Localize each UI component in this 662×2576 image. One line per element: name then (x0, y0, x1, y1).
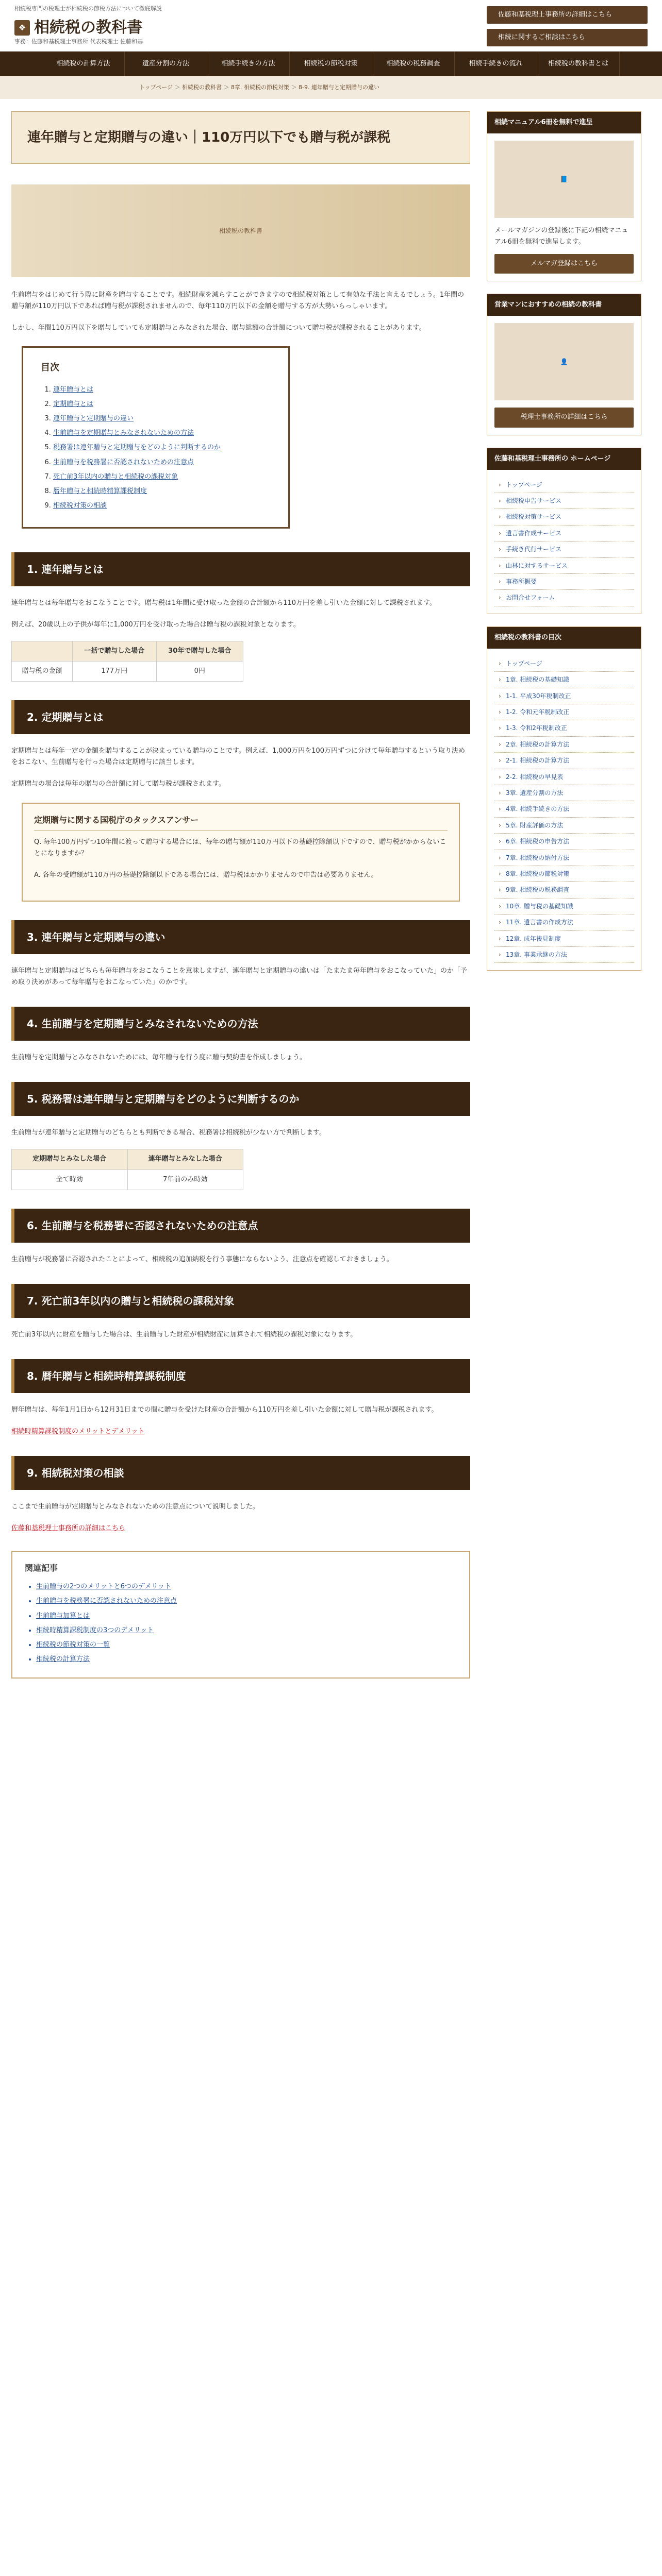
section-paragraph: 定期贈与の場合は毎年の贈与の合計額に対して贈与税が課税されます。 (11, 780, 225, 788)
note-answer: A. 各年の受贈額が110万円の基礎控除額以下である場合には、贈与税はかかりませんので申告は必要ありません。 (34, 871, 378, 879)
toc-title: 目次 (41, 362, 59, 374)
table-cell: 7年前のみ時効 (127, 1170, 243, 1190)
crumb-home[interactable]: トップページ (139, 84, 173, 91)
nav-tax-audit[interactable]: 相続税の税務調査 (372, 52, 455, 76)
table-cell: 贈与税の金額 (12, 662, 73, 682)
section-paragraph: 連年贈与とは毎年贈与をおこなうことです。贈与税は1年間に受け取った金額の合計額から110万円を差し引いた金額に対して課税されます。 (11, 599, 437, 607)
section-heading: 1. 連年贈与とは (11, 552, 470, 586)
side-home-link[interactable]: › 事務所概要 (494, 574, 634, 590)
page-title: 連年贈与と定期贈与の違い｜110万円以下でも贈与税が課税 (11, 111, 470, 164)
side-home-link[interactable]: › 手続き代行サービス (494, 541, 634, 557)
related-link[interactable]: • 生前贈与を税務署に否認されないための注意点 (36, 1596, 457, 1607)
section-paragraph: 定期贈与とは毎年一定の金額を贈与することが決まっている贈与のことです。例えば、1,000万円を100万円ずつに分けて毎年贈与するという取り決めをおこない、生前贈与を行った場合は定期贈与に該当します。 (11, 747, 465, 767)
main-content (11, 111, 470, 1699)
global-nav (0, 52, 662, 76)
side-toc-link[interactable]: › 10章. 贈与税の基礎知識 (494, 899, 634, 914)
section-paragraph: 暦年贈与は、毎年1月1日から12月31日までの間に贈与を受けた財産の合計額から110万円を差し引いた金額に対して贈与税が課税されます。 (11, 1405, 438, 1414)
intro-paragraph: 生前贈与をはじめて行う際に財産を贈与することです。相続財産を減らすことができますので相続税対策として有効な手法と言えるでしょう。1年間の贈与額が110万円以下であれば贈与税が課税されませんので、毎年110万円以下の金額を贈与する方が大勢いらっしゃいます。 (11, 291, 465, 311)
toc-item[interactable]: 連年贈与と定期贈与の違い (53, 415, 134, 423)
related-link[interactable]: • 生前贈与加算とは (36, 1611, 457, 1622)
table-header: 30年で贈与した場合 (156, 641, 243, 662)
side-home-link[interactable]: › トップページ (494, 477, 634, 493)
side-home-link[interactable]: › 相続税対策サービス (494, 509, 634, 525)
section-heading: 8. 暦年贈与と相続時精算課税制度 (11, 1359, 470, 1393)
side-toc-link[interactable]: › 1-2. 令和元年税制改正 (494, 704, 634, 720)
office-detail-side-button[interactable]: 税理士事務所の詳細はこちら (494, 408, 634, 427)
side-home-link[interactable]: › 山林に対するサービス (494, 558, 634, 574)
table-header: 連年贈与とみなした場合 (127, 1149, 243, 1170)
homepage-title: 佐藤和基税理士事務所の ホームページ (487, 448, 641, 470)
nav-calculation[interactable]: 相続税の計算方法 (42, 52, 125, 76)
table-header: 一括で贈与した場合 (72, 641, 156, 662)
section-heading: 7. 死亡前3年以内の贈与と相続税の課税対象 (11, 1284, 470, 1318)
audit-judgment-table (11, 1149, 243, 1190)
side-toc-link[interactable]: › 13章. 事業承継の方法 (494, 947, 634, 963)
related-link[interactable]: • 生前贈与の2つのメリットと6つのデメリット (36, 1581, 457, 1592)
side-toc-link[interactable]: › 1章. 相続税の基礎知識 (494, 672, 634, 688)
table-header: 定期贈与とみなした場合 (12, 1149, 128, 1170)
nav-tax-saving[interactable]: 相続税の節税対策 (290, 52, 372, 76)
nav-procedure[interactable]: 相続手続きの方法 (207, 52, 290, 76)
table-cell: 177万円 (72, 662, 156, 682)
side-toc-link[interactable]: › 5章. 財産評価の方法 (494, 818, 634, 834)
note-question: Q. 毎年100万円ずつ10年間に渡って贈与する場合には、毎年の贈与額が110万円以下の基礎控除額以下ですので、贈与税がかからないことになりますか？ (34, 838, 446, 857)
side-toc-link[interactable]: › 1-3. 令和2年税制改正 (494, 720, 634, 736)
manual-title: 相続マニュアル6冊を無料で進呈 (487, 112, 641, 133)
toc-item[interactable]: 生前贈与を定期贈与とみなされないための方法 (53, 429, 194, 437)
site-logo: 相続税の教科書 (34, 19, 142, 37)
book-icon: ❖ (14, 20, 30, 36)
related-link[interactable]: • 相続税の計算方法 (36, 1654, 457, 1665)
section-heading: 5. 税務署は連年贈与と定期贈与をどのように判断するのか (11, 1082, 470, 1116)
nav-about[interactable]: 相続税の教科書とは (537, 52, 620, 76)
note-title: 定期贈与に関する国税庁のタックスアンサー (34, 813, 448, 831)
table-of-contents (22, 346, 290, 528)
side-toc-link[interactable]: › 2-1. 相続税の計算方法 (494, 753, 634, 769)
side-toc-link[interactable]: › 11章. 遺言書の作成方法 (494, 914, 634, 930)
table-cell: 0円 (156, 662, 243, 682)
section-heading: 4. 生前贈与を定期贈与とみなされないための方法 (11, 1007, 470, 1041)
toc-item[interactable]: 税務署は連年贈与と定期贈与をどのように判断するのか (53, 444, 221, 452)
related-title: 関連記事 (25, 1563, 58, 1573)
side-toc-link[interactable]: › 1-1. 平成30年税制改正 (494, 688, 634, 704)
tax-comparison-table (11, 641, 243, 682)
profile-box (487, 294, 641, 435)
section-paragraph: 例えば、20歳以上の子供が毎年に1,000万円を受け取った場合は贈与税の課税対象となります。 (11, 621, 300, 629)
side-home-link[interactable]: › お問合せフォーム (494, 590, 634, 606)
textbook-toc-title: 相続税の教科書の目次 (487, 627, 641, 649)
related-link[interactable]: • 相続時精算課税制度の3つのデメリット (36, 1625, 457, 1636)
section-paragraph: ここまで生前贈与が定期贈与とみなされないための注意点について説明しました。 (11, 1502, 259, 1511)
related-link[interactable]: • 相続税の節税対策の一覧 (36, 1639, 457, 1651)
section-heading: 6. 生前贈与を税務署に否認されないための注意点 (11, 1209, 470, 1243)
nav-flow[interactable]: 相続手続きの流れ (455, 52, 537, 76)
section-heading: 3. 連年贈与と定期贈与の違い (11, 920, 470, 954)
section-paragraph: 生前贈与が税務署に否認されたことによって、相続税の追加納税を行う事態にならないよう、注意点を確認しておきましょう。 (11, 1255, 393, 1263)
related-inline-link[interactable]: 相続時精算課税制度のメリットとデメリット (11, 1427, 145, 1435)
section-heading: 2. 定期贈与とは (11, 700, 470, 734)
side-toc-link[interactable]: › 7章. 相続税の納付方法 (494, 850, 634, 866)
side-toc-link[interactable]: › トップページ (494, 656, 634, 672)
side-home-link[interactable]: › 相続税申告サービス (494, 493, 634, 509)
manual-image: 📘 (494, 141, 634, 218)
section-paragraph: 生前贈与が連年贈与と定期贈与のどちらとも判断できる場合、税務署は相続税が少ない方で判断します。 (11, 1129, 326, 1137)
homepage-box (487, 448, 641, 614)
crumb-chapter[interactable]: 8章. 相続税の節税対策 (231, 84, 290, 91)
side-toc-link[interactable]: › 2-2. 相続税の早見表 (494, 769, 634, 785)
textbook-toc-box (487, 626, 641, 971)
profile-title: 営業マンにおすすめの相続の教科書 (487, 294, 641, 316)
toc-item[interactable]: 相続税対策の相談 (53, 501, 107, 510)
breadcrumb: トップページ ＞ 相続税の教科書 ＞ 8章. 相続税の節税対策 ＞ 8-9. 連年贈与と定期贈与の違い (0, 76, 662, 99)
sidebar (487, 111, 641, 1699)
office-detail-button[interactable]: 佐藤和基税理士事務所の詳細はこちら (487, 6, 648, 24)
side-home-link[interactable]: › 遺言書作成サービス (494, 526, 634, 541)
section-paragraph: 死亡前3年以内に財産を贈与した場合は、生前贈与した財産が相続財産に加算されて相続税の課税対象になります。 (11, 1330, 357, 1338)
section-paragraph: 生前贈与を定期贈与とみなされないためには、毎年贈与を行う度に贈与契約書を作成しましょう。 (11, 1054, 307, 1062)
crumb-current: 8-9. 連年贈与と定期贈与の違い (299, 84, 379, 91)
site-subtitle: 事務：佐藤和基税理士事務所 代表税理士 佐藤和基 (14, 38, 143, 45)
site-header (0, 0, 662, 52)
side-toc-link[interactable]: › 8章. 相続税の節税対策 (494, 866, 634, 882)
crumb-textbook[interactable]: 相続税の教科書 (182, 84, 222, 91)
avatar: 👤 (494, 323, 634, 400)
toc-item[interactable]: 死亡前3年以内の贈与と相続税の課税対象 (53, 472, 178, 481)
related-articles (11, 1551, 470, 1679)
toc-item[interactable]: 定期贈与とは (53, 400, 94, 409)
section-paragraph: 連年贈与と定期贈与はどちらも毎年贈与をおこなうことを意味しますが、連年贈与と定期贈与の違いは「たまたま毎年贈与をおこなっていた」のか「予め取り決めがあって毎年贈与をおこなっていた」のかです。 (11, 967, 468, 987)
intro-paragraph: しかし、年間110万円以下を贈与していても定期贈与とみなされた場合、贈与総額の合計額について贈与税が課税されることがあります。 (11, 324, 426, 332)
side-toc-link[interactable]: › 6章. 相続税の申告方法 (494, 834, 634, 850)
tax-answer-box (22, 803, 460, 902)
office-link[interactable]: 佐藤和基税理士事務所の詳細はこちら (11, 1524, 126, 1533)
side-toc-link[interactable]: › 2章. 相続税の計算方法 (494, 737, 634, 753)
table-cell: 全て時効 (12, 1170, 128, 1190)
mailmag-button[interactable]: メルマガ登録はこちら (494, 254, 634, 274)
side-toc-link[interactable]: › 9章. 相続税の税務調査 (494, 882, 634, 898)
side-toc-link[interactable]: › 3章. 遺産分割の方法 (494, 785, 634, 801)
nav-division[interactable]: 遺産分割の方法 (125, 52, 207, 76)
manual-box (487, 111, 641, 281)
toc-item[interactable]: 暦年贈与と相続時精算課税制度 (53, 487, 147, 495)
side-toc-link[interactable]: › 4章. 相続手続きの方法 (494, 801, 634, 817)
tagline: 相続税専門の税理士が相続税の節税方法について徹底解説 (14, 5, 162, 12)
section-heading: 9. 相続税対策の相談 (11, 1456, 470, 1490)
toc-item[interactable]: 連年贈与とは (53, 386, 94, 394)
hero-banner: 相続税の教科書 (11, 184, 470, 277)
toc-item[interactable]: 生前贈与を税務署に否認されないための注意点 (53, 458, 194, 466)
manual-text: メールマガジンの登録後に下記の相続マニュアル6冊を無料で進呈します。 (494, 227, 628, 246)
side-toc-link[interactable]: › 12章. 成年後見制度 (494, 931, 634, 947)
consult-button[interactable]: 相続に関するご相談はこちら (487, 29, 648, 46)
